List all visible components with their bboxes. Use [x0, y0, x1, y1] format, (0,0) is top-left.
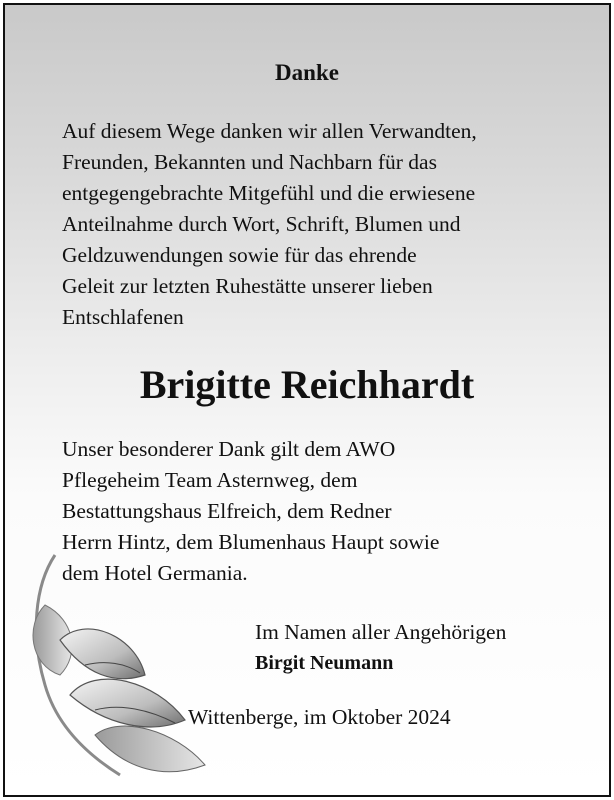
intro-line: Entschlafenen	[62, 305, 184, 329]
thanks-line: Bestattungshaus Elfreich, dem Redner	[62, 499, 392, 523]
signature-block	[255, 617, 506, 679]
intro-paragraph	[62, 116, 477, 333]
place-date: Wittenberge, im Oktober 2024	[188, 705, 451, 729]
notice-title: Danke	[275, 60, 339, 85]
thanks-paragraph	[62, 434, 439, 589]
intro-line: Geldzuwendungen sowie für das ehrende	[62, 243, 417, 267]
intro-line: Anteilnahme durch Wort, Schrift, Blumen und	[62, 212, 461, 236]
thanks-line: Herrn Hintz, dem Blumenhaus Haupt sowie	[62, 530, 440, 554]
intro-line: Geleit zur letzten Ruhestätte unserer lieben	[62, 274, 433, 298]
obituary-notice	[3, 3, 611, 797]
intro-line: entgegengebrachte Mitgefühl und die erwiesene	[62, 181, 476, 205]
deceased-name: Brigitte Reichhardt	[139, 362, 475, 407]
thanks-line: Pflegeheim Team Asternweg, dem	[62, 468, 358, 492]
signature-line: Im Namen aller Angehörigen	[255, 620, 507, 644]
thanks-line: dem Hotel Germania.	[62, 561, 248, 585]
intro-line: Freunden, Bekannten und Nachbarn für das	[62, 150, 437, 174]
signer-name: Birgit Neumann	[255, 652, 394, 674]
thanks-line: Unser besonderer Dank gilt dem AWO	[62, 437, 396, 461]
intro-line: Auf diesem Wege danken wir allen Verwandten,	[62, 119, 477, 143]
